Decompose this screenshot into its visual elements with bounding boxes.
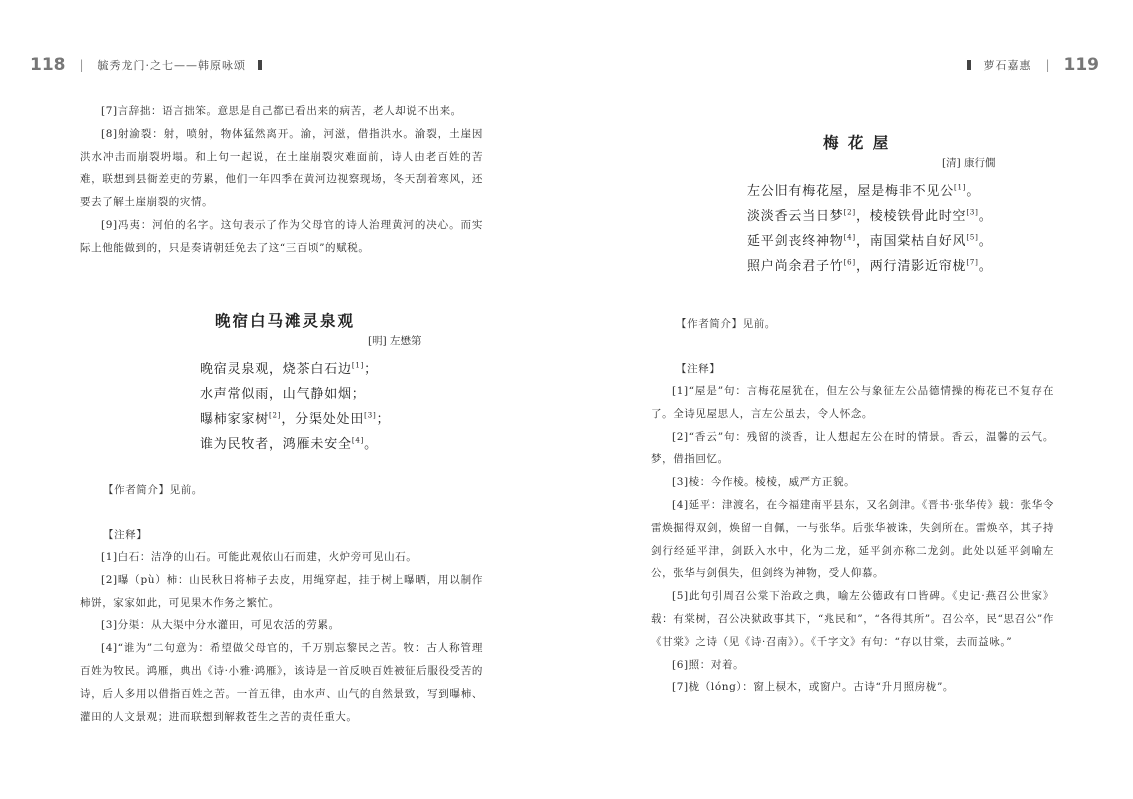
poem-title: 晚宿白马滩灵泉观 (215, 311, 356, 330)
note-paragraph: [1]白石：洁净的山石。可能此观依山石而建，火炉旁可见山石。 (101, 551, 418, 563)
left-notes (80, 546, 483, 728)
note-paragraph: [4]“谁为”二句意为：希望做父母官的，千万别忘黎民之苦。牧：古人称管理百姓为牧民。鸿雁，典出《诗·小雅·鸿雁》，该诗是一首反映百姓被征后服役受苦的诗，后人多用以借指百姓之苦。一首五律，由水声、山气的自然景致，写到曝柿、灌田的人文景观；进而联想到解救苍生之苦的责任重大。 (80, 642, 483, 723)
notes-label: 【注释】 (676, 363, 721, 375)
note-paragraph: [7]栊（lóng）：窗上棂木，或窗户。古诗“升月照房栊”。 (672, 681, 955, 694)
poem-author: [清] 康行僩 (942, 157, 996, 169)
poem-line: 水声常似雨，山气静如烟； (200, 387, 366, 402)
note-paragraph: [7]言辞拙：语言拙笨。意思是自己都已看出来的病苦，老人却说不出来。 (101, 105, 462, 117)
left-page-header (30, 52, 274, 78)
header-marker-icon (258, 60, 262, 70)
right-page-header (955, 52, 1099, 78)
poem-line: 曝柿家家树[2]，分渠处处田[3]； (200, 411, 391, 427)
poem-line: 谁为民牧者，鸿雁未安全[4]。 (200, 436, 378, 452)
note-paragraph: [9]冯夷：河伯的名字。这句表示了作为父母官的诗人治理黄河的决心。而实际上他能做到的，只是奏请朝廷免去了这“三百顷”的赋税。 (80, 218, 483, 254)
header-marker-icon (967, 60, 971, 70)
note-paragraph: [5]此句引周召公棠下治政之典，喻左公德政有口皆碑。《史记·燕召公世家》载：有棠树，召公决狱政事其下，“兆民和”，“各得其所”。召公卒，民“思召公”作《甘棠》之诗（见《诗·召南》）。《千字文》有句：“存以甘棠，去而益咏。” (651, 590, 1054, 648)
poem-author: [明] 左懋第 (368, 335, 422, 347)
author-intro: 【作者简介】见前。 (676, 318, 776, 330)
poem-title: 梅 花 屋 (823, 133, 891, 152)
poem-line: 延平剑丧终神物[4]，南国棠枯自好风[5]。 (747, 233, 993, 249)
note-paragraph: [6]照：对着。 (672, 658, 745, 671)
note-paragraph: [2]“香云”句：残留的淡香，让人想起左公在时的情景。香云，温馨的云气。梦，借指回忆。 (651, 430, 1054, 466)
right-page-number: 119 (1063, 55, 1099, 75)
right-running-title: 萝石嘉惠 (983, 59, 1032, 72)
right-notes (651, 380, 1054, 699)
note-paragraph: [3]分渠：从大渠中分水灌田，可见农活的劳累。 (101, 619, 340, 632)
left-top-notes (80, 100, 483, 260)
poem-line: 淡淡香云当日梦[2]，棱棱铁骨此时空[3]。 (747, 208, 993, 224)
poem-line: 左公旧有梅花屋，屋是梅非不见公[1]。 (747, 183, 981, 199)
poem-line: 晚宿灵泉观，烧茶白石边[1]； (200, 361, 378, 377)
left-page-number: 118 (30, 55, 66, 75)
note-paragraph: [1]“屋是”句：言梅花屋犹在，但左公与象征左公品德情操的梅花已不复存在了。全诗见屋思人，言左公虽去，令人怀念。 (651, 385, 1054, 420)
note-paragraph: [3]棱：今作棱。棱棱，威严方正貌。 (672, 476, 856, 489)
note-paragraph: [4]延平：津渡名，在今福建南平县东，又名剑津。《晋书·张华传》载：张华令雷焕掘得双剑，焕留一自佩，一与张华。后张华被诛，失剑所在。雷焕卒，其子持剑行经延平津，剑跃入水中，化为二龙，延平剑亦称二龙剑。此处以延平剑喻左公，张华与剑俱失，但剑终为神物，受人仰慕。 (651, 498, 1054, 580)
left-running-title: 毓秀龙门·之七——韩原咏颂 (97, 59, 247, 72)
poem-line: 照户尚余君子竹[6]，两行清影近帘栊[7]。 (747, 258, 993, 274)
note-paragraph: [2]曝（pù）柿：山民秋日将柿子去皮，用绳穿起，挂于树上曝晒，用以制作柿饼，家家如此，可见果木作务之繁忙。 (80, 573, 483, 609)
header-separator: | (79, 58, 84, 72)
header-separator: | (1045, 58, 1050, 72)
notes-label: 【注释】 (103, 529, 148, 541)
author-intro: 【作者简介】见前。 (103, 484, 203, 496)
note-paragraph: [8]射渝裂：射，喷射，物体猛然离开。渝，河滋，借指洪水。渝裂，土崖因洪水冲击而崩裂坍塌。和上句一起说，在土崖崩裂灾难面前，诗人由老百姓的苦难，联想到县衙差吏的劳累，他们一年四季在黄河边视察现场，冬天刮着寒风，还要去了解土崖崩裂的灾情。 (80, 127, 483, 209)
